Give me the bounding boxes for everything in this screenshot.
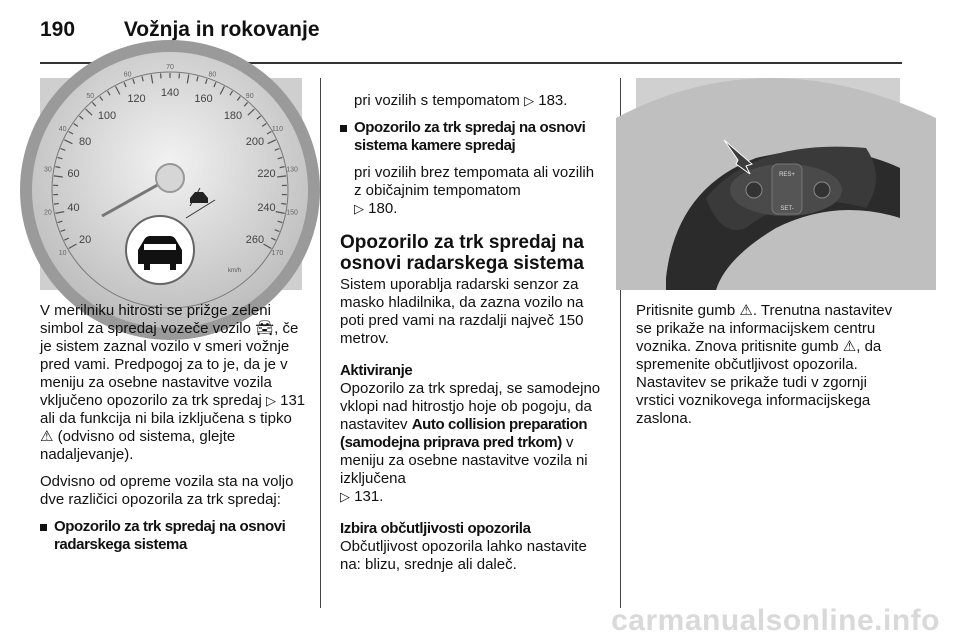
mph-number: 170 <box>271 250 284 257</box>
speed-number: 60 <box>67 168 80 180</box>
speed-number: 80 <box>78 136 92 148</box>
paragraph-continuation <box>340 92 604 110</box>
bullet-marker <box>40 524 47 531</box>
reference-arrow: ▷ <box>524 93 535 108</box>
steering-wheel-illustration <box>636 78 900 290</box>
speed-number: 200 <box>245 136 265 148</box>
text-fragment: 183. <box>538 92 568 109</box>
text-fragment: (odvisno od sistema, glejte nadaljevanje). <box>40 428 236 463</box>
bullet-camera <box>340 119 604 155</box>
sensitivity-button-icon: ⚠ <box>739 302 753 319</box>
mph-number: 40 <box>58 126 67 133</box>
column-2 <box>340 92 604 583</box>
subheading-sensitivity: Izbira občutljivosti opozorila <box>340 520 531 537</box>
bullet-title: Opozorilo za trk spredaj na osnovi radarskega sistema <box>54 518 286 553</box>
text-fragment: Opozorilo za trk spredaj, se samodejno vklopi nad hitrostjo hoje ob pogoju, da nastavitev <box>340 380 601 433</box>
text-fragment: pri vozilih brez tempomata ali vozilih z običajnim tempomatom <box>354 164 595 199</box>
speed-number: 40 <box>67 202 80 214</box>
text-fragment: , da spremenite občutljivost opozorila. Nastavitev se prikaže tudi v zgornji vrstici voznikovega informacijskega zaslona. <box>636 338 882 427</box>
bullet-radar <box>40 518 308 554</box>
car-icon: 🚘︎ <box>255 320 275 337</box>
text-fragment: pri vozilih s tempomatom <box>354 92 520 109</box>
set-label: SET- <box>780 206 794 212</box>
section-heading: Opozorilo za trk spredaj na osnovi radarskega sistema <box>340 232 584 274</box>
watermark: carmanualsonline.info <box>611 604 940 637</box>
bullet-marker <box>340 125 347 132</box>
mph-number: 80 <box>208 71 217 79</box>
mph-number: 130 <box>286 166 298 174</box>
subheading-activation: Aktiviranje <box>340 362 413 379</box>
speed-number: 160 <box>194 92 213 105</box>
sensitivity-button-icon: ⚠ <box>842 338 857 355</box>
paragraph-intro <box>40 302 308 464</box>
mph-number: 30 <box>44 166 52 174</box>
text-fragment: 131 ali da funkcija ni bila izključena s tipko <box>40 392 306 427</box>
speed-number: 120 <box>127 92 146 105</box>
reference-arrow: ▷ <box>265 393 276 408</box>
text-fragment: v meniju za osebne nastavitve vozila ni izključena <box>340 434 588 487</box>
page-number: 190 <box>40 18 76 41</box>
text-fragment: V merilniku hitrosti se prižge zeleni simbol za spredaj vozeče vozilo <box>40 302 271 337</box>
speed-number: 20 <box>78 234 92 246</box>
column-3 <box>636 302 900 437</box>
text-fragment: , če je sistem zaznal vozilo v smeri vožnje pred vami. Predpogoj za to je, da je v meniju za osebne nastavitve vozila vključeno opozorilo za trk spredaj <box>40 320 299 409</box>
menu-setting-name: Auto collision preparation (samodejna priprava pred trkom) <box>340 416 588 451</box>
collision-button-icon: ⚠ <box>40 428 54 445</box>
paragraph-activation <box>340 362 604 506</box>
mph-number: 10 <box>58 250 67 257</box>
bullet-title: Opozorilo za trk spredaj na osnovi sistema kamere spredaj <box>354 119 586 154</box>
mph-number: 110 <box>271 126 283 133</box>
mph-number: 50 <box>86 93 95 100</box>
mph-number: 70 <box>166 64 174 71</box>
dial-tick <box>54 204 59 205</box>
paragraph-variants: Odvisno od opreme vozila sta na voljo dve različici opozorila za trk spredaj: <box>40 473 294 508</box>
speed-number: 180 <box>223 109 243 122</box>
reference-arrow: ▷ <box>340 489 350 504</box>
text-fragment: Občutljivost opozorila lahko nastavite na: blizu, srednje ali daleč. <box>340 538 587 573</box>
page-header <box>40 18 320 42</box>
paragraph-sensitivity-steps <box>636 302 900 428</box>
paragraph-sensitivity <box>340 520 604 574</box>
column-1 <box>40 302 308 563</box>
reference-arrow: ▷ <box>354 201 364 216</box>
speed-unit: km/h <box>228 268 242 274</box>
speed-number: 220 <box>257 168 276 180</box>
dial-tick <box>281 204 286 205</box>
paragraph-radar-intro: Sistem uporablja radarski senzor za masko hladilnika, da zazna vozilo na poti pred vami na razdalji največ 150 metrov. <box>340 276 584 347</box>
mph-number: 90 <box>245 93 254 100</box>
text-fragment: Pritisnite gumb <box>636 302 736 319</box>
speed-number: 260 <box>245 234 265 246</box>
res-label: RES+ <box>779 172 795 178</box>
text-fragment: 131. <box>354 488 384 505</box>
speed-number: 100 <box>97 109 117 122</box>
text-fragment: . Trenutna nastavitev se prikaže na informacijskem centru voznika. Znova pritisnite gumb <box>636 302 893 355</box>
text-fragment: 180. <box>368 200 398 217</box>
page-title: Vožnja in rokovanje <box>123 18 320 41</box>
mph-number: 20 <box>44 209 52 217</box>
paragraph-camera <box>340 164 604 218</box>
column-divider <box>320 78 321 608</box>
mph-number: 150 <box>286 209 298 217</box>
speedometer-illustration <box>40 64 302 290</box>
mph-number: 60 <box>123 71 132 79</box>
speed-number: 140 <box>160 87 180 99</box>
speed-number: 240 <box>257 202 276 214</box>
